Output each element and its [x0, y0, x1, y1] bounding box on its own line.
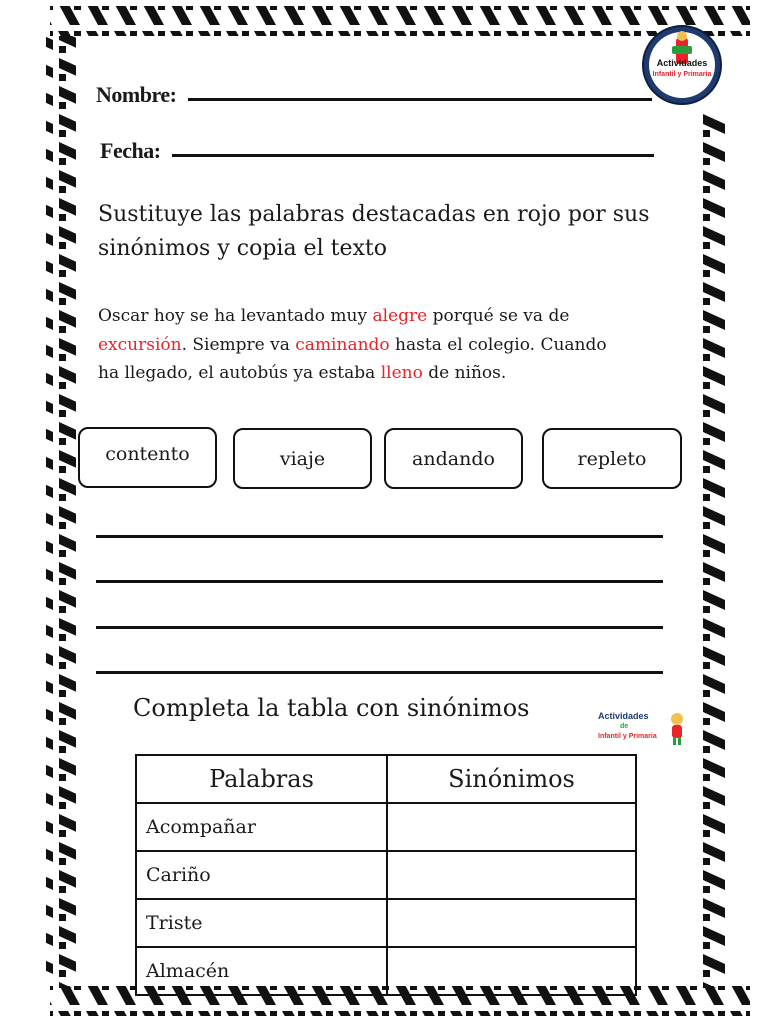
- name-label: Nombre:: [96, 82, 177, 107]
- name-line[interactable]: [188, 98, 652, 101]
- logo-title: Actividades: [656, 58, 708, 68]
- table-row: [136, 899, 636, 947]
- paragraph-text: ha llegado, el autobús ya estaba: [98, 363, 381, 383]
- table-row: [136, 851, 636, 899]
- instruction-text: [98, 198, 668, 266]
- answer-cell[interactable]: [387, 899, 636, 947]
- date-label: Fecha:: [100, 138, 161, 163]
- word-cell: Cariño: [136, 851, 387, 899]
- instruction-line-1: Sustituye las palabras destacadas en rojo por sus: [98, 202, 650, 227]
- date-line[interactable]: [172, 154, 654, 157]
- child-icon: [666, 712, 688, 746]
- small-logo-subtitle: Infantil y Primaria: [598, 733, 657, 740]
- table-row: [136, 803, 636, 851]
- paragraph-text: hasta el colegio. Cuando: [389, 334, 607, 355]
- paragraph-text: de niños.: [422, 363, 507, 383]
- synonyms-table: [135, 754, 637, 996]
- writing-line[interactable]: [96, 626, 663, 629]
- table-header-row: [136, 755, 636, 803]
- paragraph-text: porqué se va de: [427, 306, 570, 326]
- word-box-andando: andando: [384, 428, 523, 489]
- writing-line[interactable]: [96, 580, 663, 583]
- answer-cell[interactable]: [387, 803, 636, 851]
- highlight-word: caminando: [295, 334, 390, 355]
- header-palabras: Palabras: [136, 755, 387, 803]
- paragraph-text: Oscar hoy se ha levantado muy: [98, 306, 373, 326]
- word-cell: Acompañar: [136, 803, 387, 851]
- answer-cell[interactable]: [387, 851, 636, 899]
- answer-cell[interactable]: [387, 947, 636, 995]
- highlight-word: excursión: [98, 334, 182, 355]
- word-box-repleto: repleto: [542, 428, 682, 489]
- paragraph-text: . Siempre va: [181, 334, 296, 355]
- small-logo: [596, 708, 692, 750]
- small-logo-de: de: [620, 723, 629, 730]
- word-cell: Almacén: [136, 947, 387, 995]
- table-row: [136, 947, 636, 995]
- word-box-contento: contento: [78, 427, 217, 488]
- highlight-word: alegre: [372, 306, 428, 326]
- header-sinonimos: Sinónimos: [387, 755, 636, 803]
- table-title: Completa la tabla con sinónimos: [133, 694, 530, 722]
- instruction-line-2: sinónimos y copia el texto: [98, 236, 387, 261]
- logo-subtitle: Infantil y Primaria: [652, 71, 712, 78]
- small-logo-title: Actividades: [598, 711, 649, 721]
- story-paragraph: [98, 302, 668, 388]
- word-cell: Triste: [136, 899, 387, 947]
- writing-line[interactable]: [96, 535, 663, 538]
- writing-line[interactable]: [96, 671, 663, 674]
- highlight-word: lleno: [380, 363, 423, 383]
- word-box-viaje: viaje: [233, 428, 372, 489]
